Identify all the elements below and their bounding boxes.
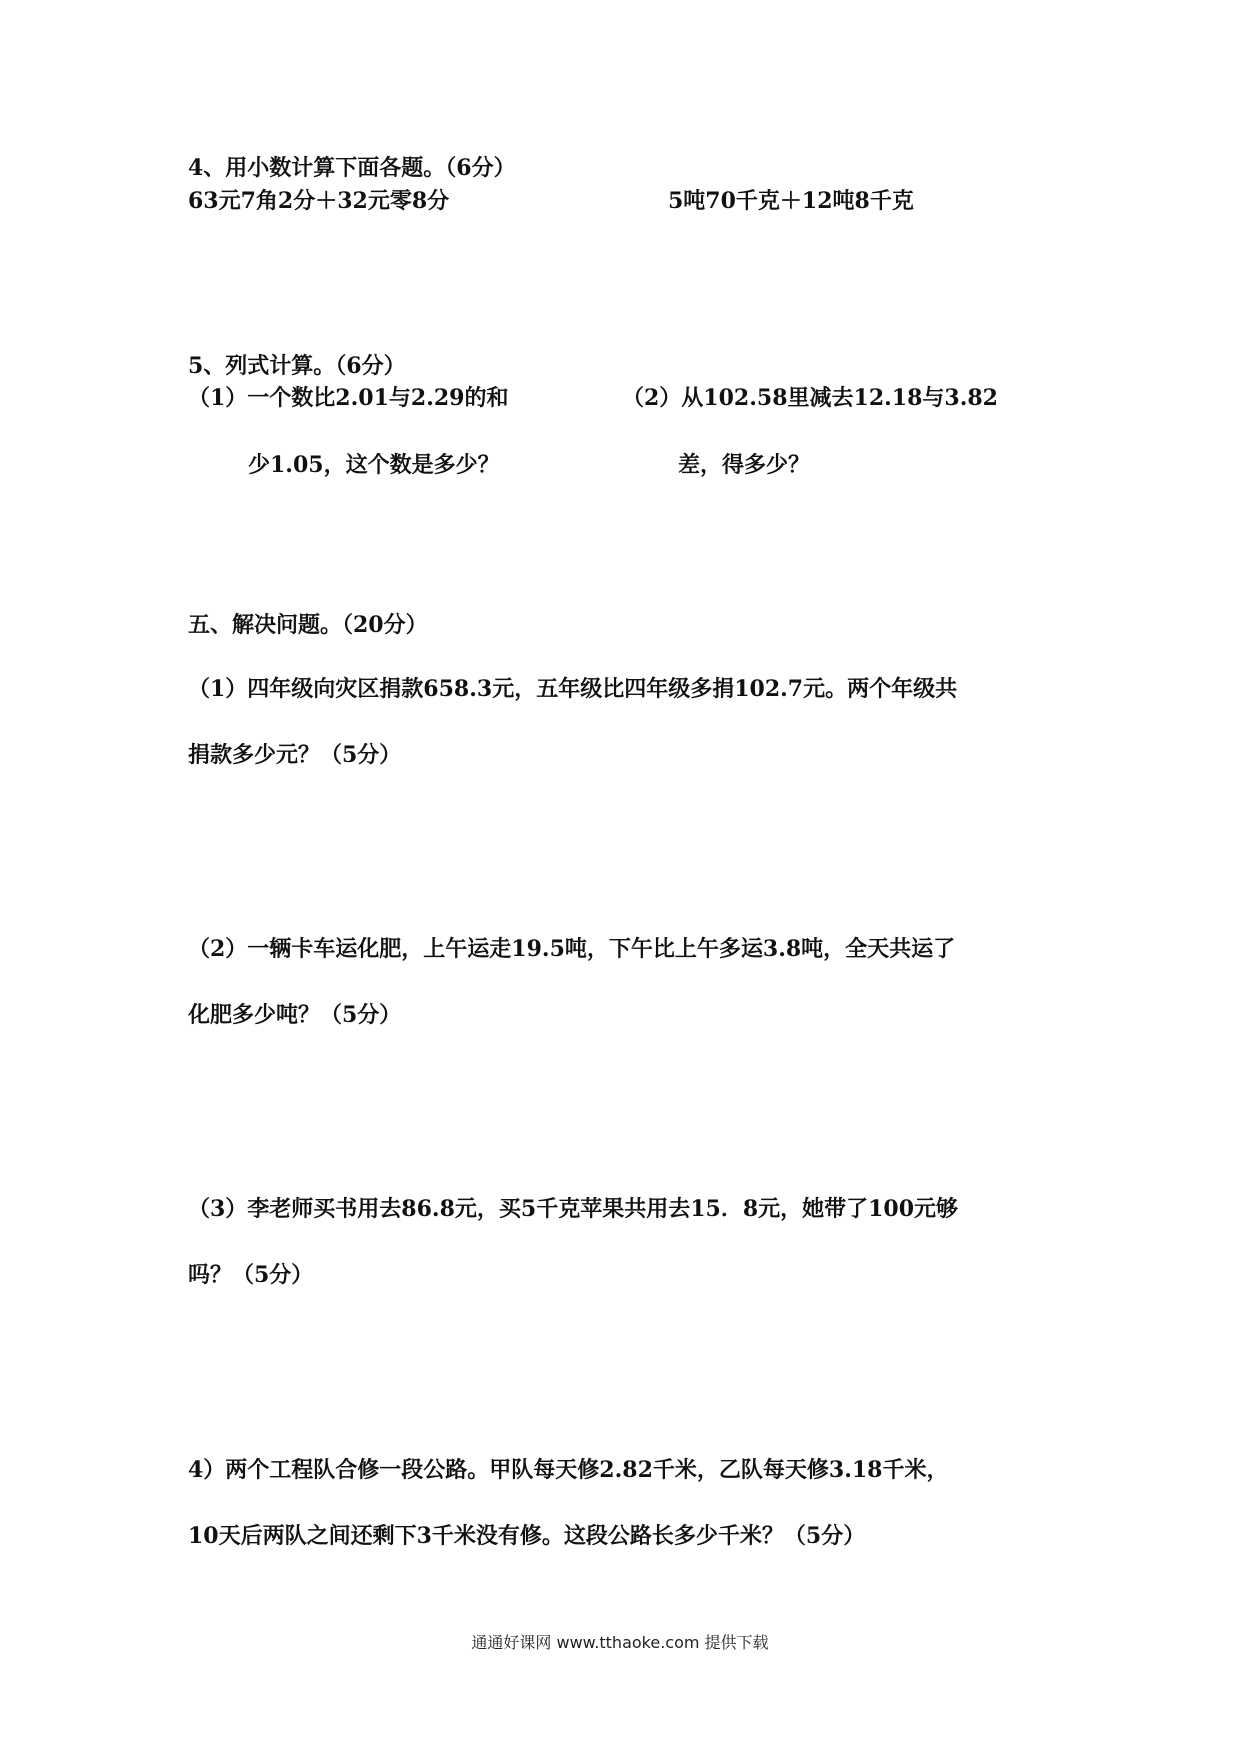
q4-item-2: 5吨70千克＋12吨8千克 [668,188,914,214]
section-5-title: 五、解决问题。（20分） [188,612,428,638]
problem-2-line-2: 化肥多少吨？（5分） [188,1002,402,1028]
problem-2-line-1: （2）一辆卡车运化肥，上午运走19.5吨，下午比上午多运3.8吨，全天共运了 [188,936,956,962]
q5-item-2-line-1: （2）从102.58里减去12.18与3.82 [622,385,998,411]
problem-3-line-1: （3）李老师买书用去86.8元，买5千克苹果共用去15．8元，她带了100元够 [188,1196,959,1222]
problem-4-line-2: 10天后两队之间还剩下3千米没有修。这段公路长多少千米？（5分） [188,1523,866,1549]
q4-item-1: 63元7角2分＋32元零8分 [188,188,450,214]
problem-1-line-1: （1）四年级向灾区捐款658.3元，五年级比四年级多捐102.7元。两个年级共 [188,676,958,702]
footer-source: 通通好课网 www.tthaoke.com 提供下载 [471,1633,769,1652]
problem-4-line-1: 4）两个工程队合修一段公路。甲队每天修2.82千米，乙队每天修3.18千米， [188,1457,949,1483]
q5-item-2-line-2: 差，得多少？ [678,452,811,478]
q5-title: 5、列式计算。（6分） [188,353,406,379]
problem-1-line-2: 捐款多少元？（5分） [188,742,402,768]
q5-item-1-line-2: 少1.05，这个数是多少？ [248,452,500,478]
q4-title: 4、用小数计算下面各题。（6分） [188,155,516,181]
q5-item-1-line-1: （1）一个数比2.01与2.29的和 [188,385,509,411]
problem-3-line-2: 吗？（5分） [188,1262,314,1288]
